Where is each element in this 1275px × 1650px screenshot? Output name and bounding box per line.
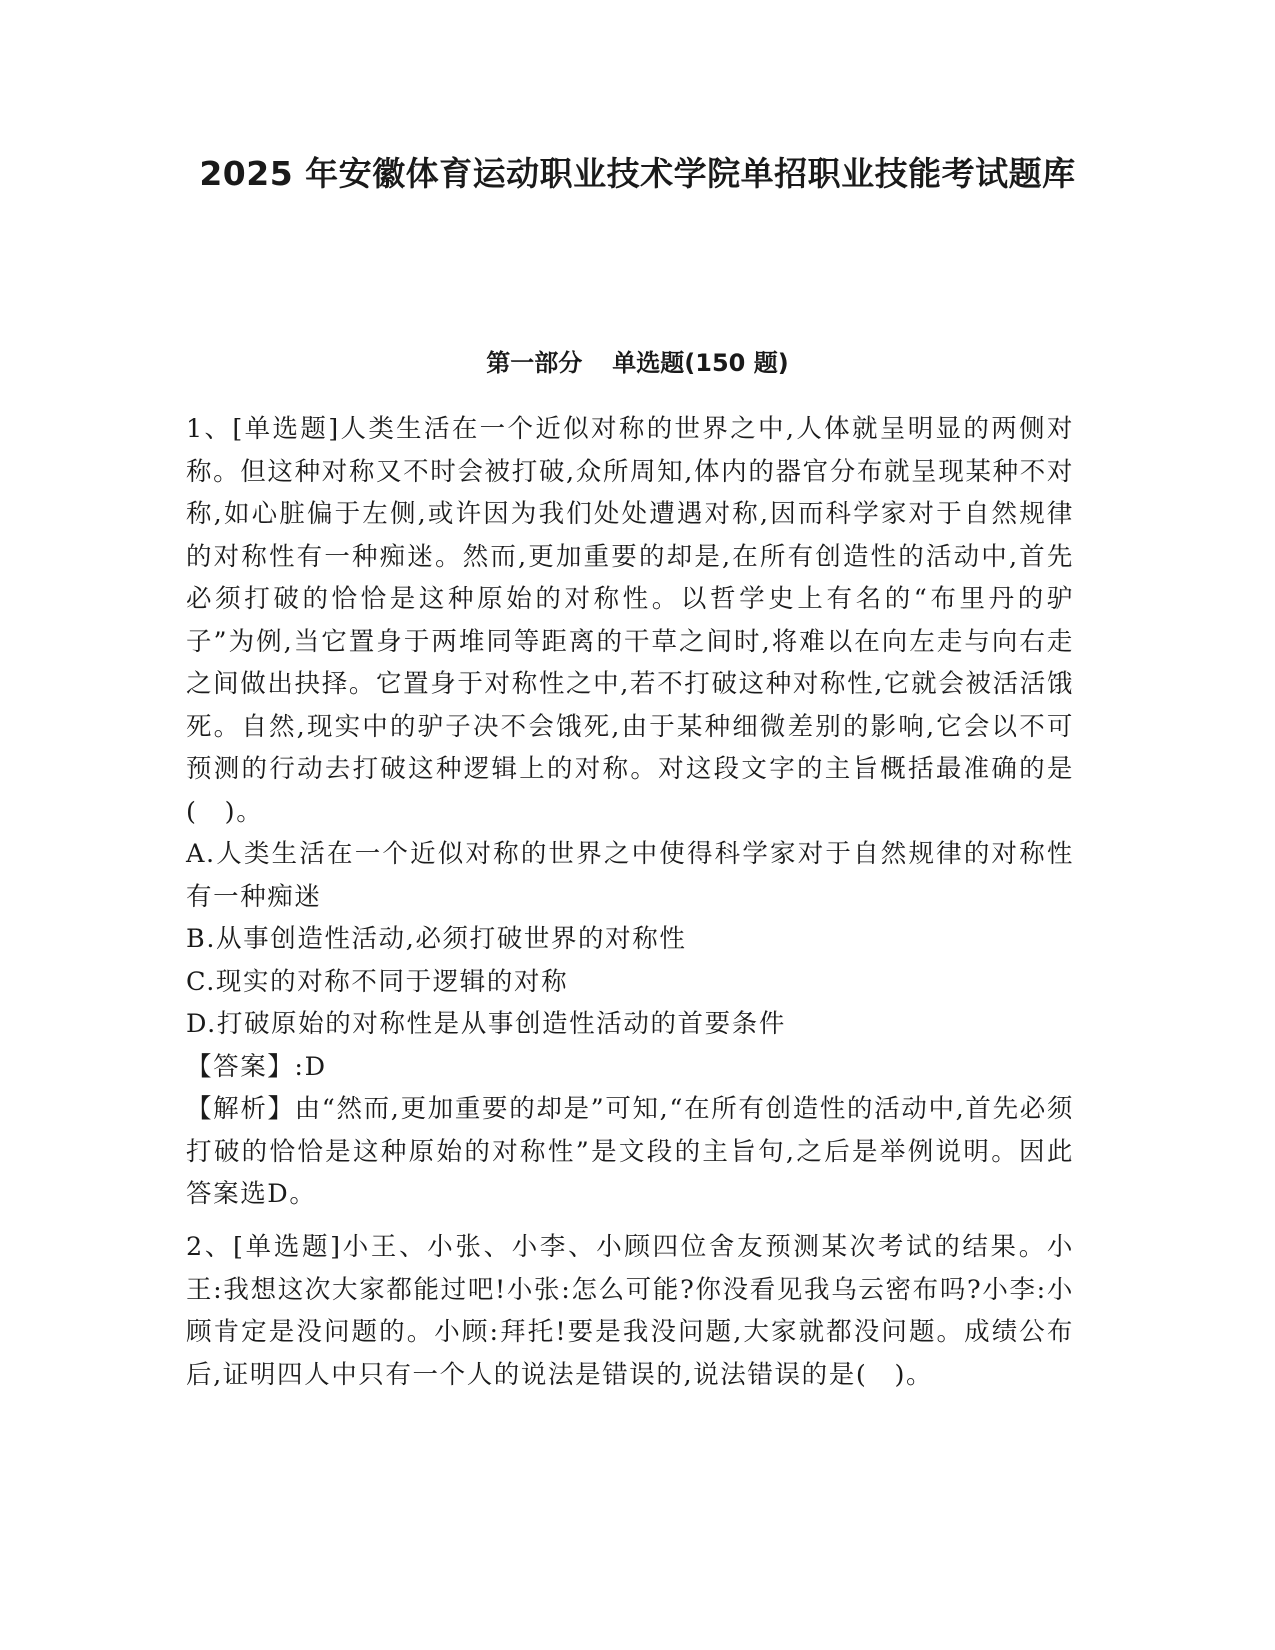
option-d: D.打破原始的对称性是从事创造性活动的首要条件 (186, 1009, 786, 1039)
section-part-label: 第一部分 (486, 349, 583, 377)
analysis-paragraph (186, 1088, 1074, 1216)
option-a: A.人类生活在一个近似对称的世界之中使得科学家对于自然规律的对称性有一种痴迷 (186, 839, 1074, 912)
question-stem: 1、[单选题]人类生活在一个近似对称的世界之中,人体就呈明显的两侧对称。但这种对称又不时会被打破,众所周知,体内的器官分布就呈现某种不对称,如心脏偏于左侧,或许因为我们处处遭遇对称,因而科学家对于自然规律的对称性有一种痴迷。然而,更加重要的却是,在所有创造性的活动中,首先必须打破的恰恰是这种原始的对称性。以哲学史上有名的“布里丹的驴子”为例,当它置身于两堆同等距离的干草之间时,将难以在向左走与向右走之间做出抉择。它置身于对称性之中,若不打破这种对称性,它就会被活活饿死。自然,现实中的驴子决不会饿死,由于某种细微差别的影响,它会以不可预测的行动去打破这种逻辑上的对称。对这段文字的主旨概括最准确的是( )。 (186, 414, 1074, 827)
answer-value: :D (294, 1051, 327, 1082)
section-heading (180, 346, 1095, 380)
document-title: 2025 年安徽体育运动职业技术学院单招职业技能考试题库 (199, 154, 1076, 193)
question-2 (186, 1226, 1074, 1396)
analysis-label: 【解析】 (186, 1094, 295, 1124)
option-c: C.现实的对称不同于逻辑的对称 (186, 966, 569, 997)
question-1 (186, 408, 1074, 1216)
answer-label: 【答案】 (186, 1051, 295, 1082)
question-stem: 2、[单选题]小王、小张、小李、小顾四位舍友预测某次考试的结果。小王:我想这次大家都能过吧!小张:怎么可能?你没看见我乌云密布吗?小李:小顾肯定是没问题的。小顾:拜托!要是我没问题,大家就都没问题。成绩公布后,证明四人中只有一个人的说法是错误的,说法错误的是( )。 (186, 1232, 1074, 1390)
answer-line (186, 1046, 1074, 1089)
option-b: B.从事创造性活动,必须打破世界的对称性 (186, 924, 687, 954)
analysis-text: 由“然而,更加重要的却是”可知,“在所有创造性的活动中,首先必须打破的恰恰是这种原始的对称性”是文段的主旨句,之后是举例说明。因此答案选D。 (186, 1094, 1074, 1209)
section-type-label: 单选题(150 题) (612, 349, 789, 377)
